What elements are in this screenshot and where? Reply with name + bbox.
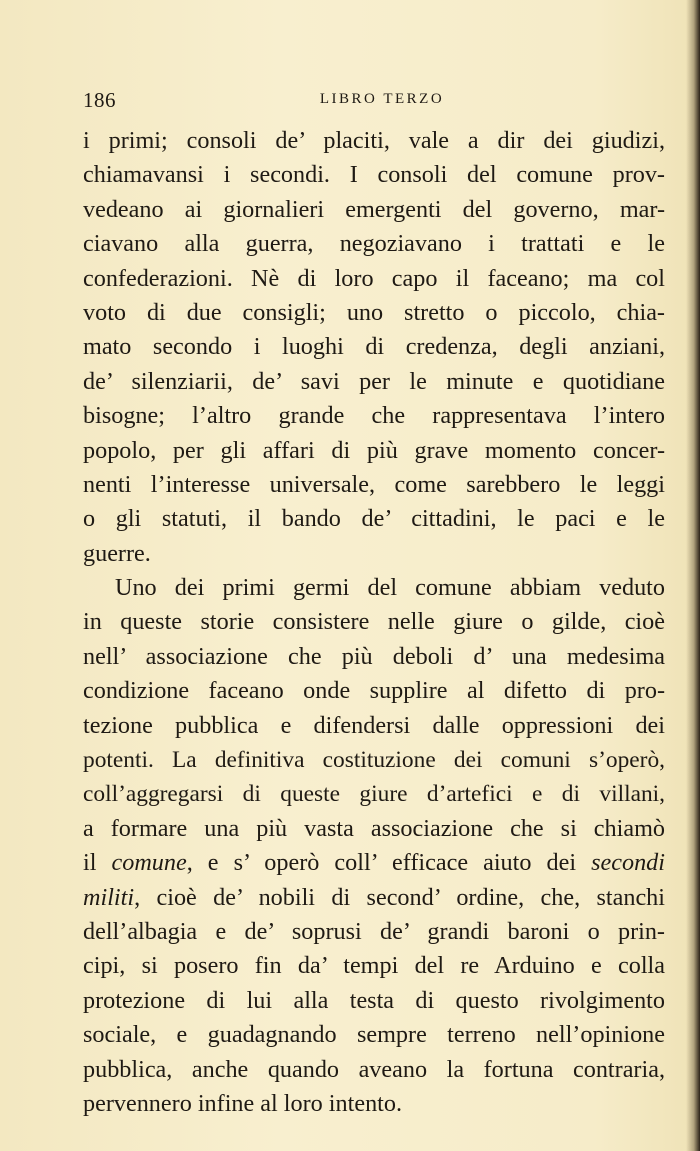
text-line: bisogne; l’altro grande che rappresentava l’intero bbox=[83, 402, 665, 430]
text-line: condizione faceano onde supplire al difetto di pro- bbox=[83, 677, 665, 705]
text-line: coll’aggregarsi di queste giure d’artefici e di villani, bbox=[83, 781, 665, 808]
text-line: chiamavansi i secondi. I consoli del comune prov- bbox=[83, 161, 665, 189]
text-line bbox=[83, 881, 665, 915]
text-line: tezione pubblica e difendersi dalle oppressioni dei bbox=[83, 711, 665, 739]
text-line: i primi; consoli de’ placiti, vale a dir dei giudizi, bbox=[83, 127, 665, 154]
text-line: nell’ associazione che più deboli d’ una medesima bbox=[83, 642, 665, 670]
text-line: o gli statuti, il bando de’ cittadini, le paci e le bbox=[83, 505, 665, 533]
italic-word-militi: militi bbox=[83, 883, 135, 911]
text-line: in queste storie consistere nelle giure o gilde, cioè bbox=[83, 608, 665, 636]
text-line: popolo, per gli affari di più grave momento concer- bbox=[83, 436, 665, 464]
text-line: de’ silenziarii, de’ savi per le minute e quotidiane bbox=[83, 367, 665, 395]
italic-word-comune: comune bbox=[111, 849, 187, 877]
text-line: ciavano alla guerra, negoziavano i trattati e le bbox=[83, 230, 665, 258]
text-run: il bbox=[83, 849, 112, 877]
text-line: cipi, si posero fin da’ tempi del re Arduino e colla bbox=[83, 952, 665, 980]
text-line: dell’albagia e de’ soprusi de’ grandi baroni o prin- bbox=[83, 917, 665, 945]
text-line: a formare una più vasta associazione che si chiamò bbox=[83, 814, 665, 842]
text-run: , e s’ operò coll’ efficace aiuto dei bbox=[186, 849, 592, 877]
text-line: Uno dei primi germi del comune abbiam veduto bbox=[115, 574, 665, 602]
text-line: pubblica, anche quando aveano la fortuna contraria, bbox=[83, 1055, 665, 1083]
text-line: guerre. bbox=[83, 539, 151, 567]
text-line: potenti. La definitiva costituzione dei comuni s’operò, bbox=[83, 747, 665, 774]
page-number: 186 bbox=[83, 88, 116, 112]
page-header bbox=[83, 88, 665, 114]
text-run: , cioè de’ nobili di second’ ordine, che, stanchi bbox=[134, 883, 665, 911]
page-edge-shadow bbox=[686, 0, 700, 1151]
running-head: LIBRO TERZO bbox=[319, 91, 445, 107]
text-line: mato secondo i luoghi di credenza, degli anziani, bbox=[83, 333, 665, 361]
italic-word-secondi: secondi bbox=[591, 849, 665, 877]
text-line: sociale, e guadagnando sempre terreno nell’opinione bbox=[83, 1021, 665, 1049]
body-text bbox=[83, 124, 665, 1121]
text-line: nenti l’interesse universale, come sarebbero le leggi bbox=[83, 470, 665, 498]
text-line: protezione di lui alla testa di questo rivolgimento bbox=[83, 986, 665, 1014]
text-line: pervennero infine al loro intento. bbox=[83, 1089, 403, 1117]
text-line bbox=[83, 846, 665, 880]
text-line: vedeano ai giornalieri emergenti del governo, mar- bbox=[83, 195, 665, 223]
text-line: voto di due consigli; uno stretto o piccolo, chia- bbox=[83, 298, 665, 326]
text-line: confederazioni. Nè di loro capo il faceano; ma col bbox=[83, 264, 665, 292]
